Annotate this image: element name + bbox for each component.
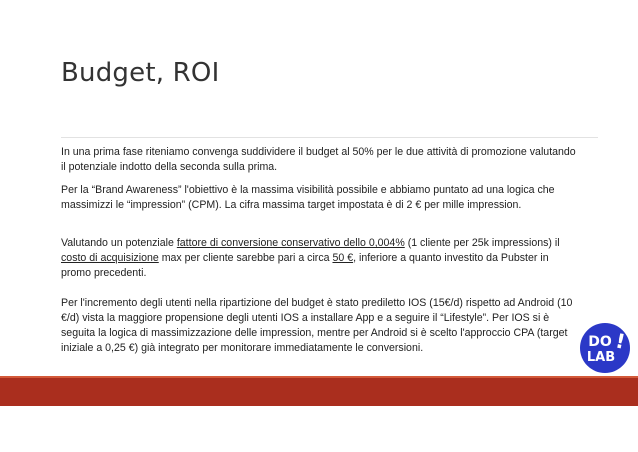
conversion-text-4: , inferiore a quanto investito da Pubster in promo precedenti. xyxy=(61,252,549,279)
paragraph-brand-awareness: Per la “Brand Awareness” l'obiettivo è la massima visibilità possibile e abbiamo puntato ad una logica che massimizzi le “impression” (CPM). La cifra massima target impostata è di 2 € per mille impression. xyxy=(61,184,555,211)
acquisition-cost-link[interactable]: costo di acquisizione xyxy=(61,252,159,264)
paragraph-budget-split: In una prima fase riteniamo convenga suddividere il budget al 50% per le due attività di promozione valutando il potenziale indotto della seconda sulla prima. xyxy=(61,146,576,173)
slide-title: Budget, ROI xyxy=(61,58,220,88)
conversion-text-2: (1 cliente per 25k impressions) il xyxy=(404,237,560,249)
conversion-text-1: Valutando un potenziale xyxy=(61,237,177,249)
conversion-factor-link[interactable]: fattore di conversione conservativo dello 0,004% xyxy=(176,237,405,249)
footer-bar xyxy=(0,378,638,406)
cost-value-link[interactable]: 50 € xyxy=(332,252,354,264)
dolab-logo-icon xyxy=(578,321,632,375)
conversion-text-3: max per cliente sarebbe pari a circa xyxy=(158,252,333,264)
logo-exclamation: ! xyxy=(613,328,628,354)
paragraph-conversion xyxy=(61,236,581,281)
title-divider xyxy=(61,137,598,138)
logo-text-lab: LAB xyxy=(586,350,616,365)
paragraph-user-growth: Per l'incremento degli utenti nella ripartizione del budget è stato prediletto IOS (15€/d) rispetto ad Android (10 €/d) vista la maggiore propensione degli utenti IOS a installare App e a seguire il “Lifestyle”. Per IOS si è seguita la logica di massimizzazione delle impression, mentre per Android si è scelto l'approccio CPA (target iniziale a 0,25 €) già integrato per monitorare immediatamente le conversioni. xyxy=(61,297,573,354)
logo-text-do: DO xyxy=(588,334,612,350)
